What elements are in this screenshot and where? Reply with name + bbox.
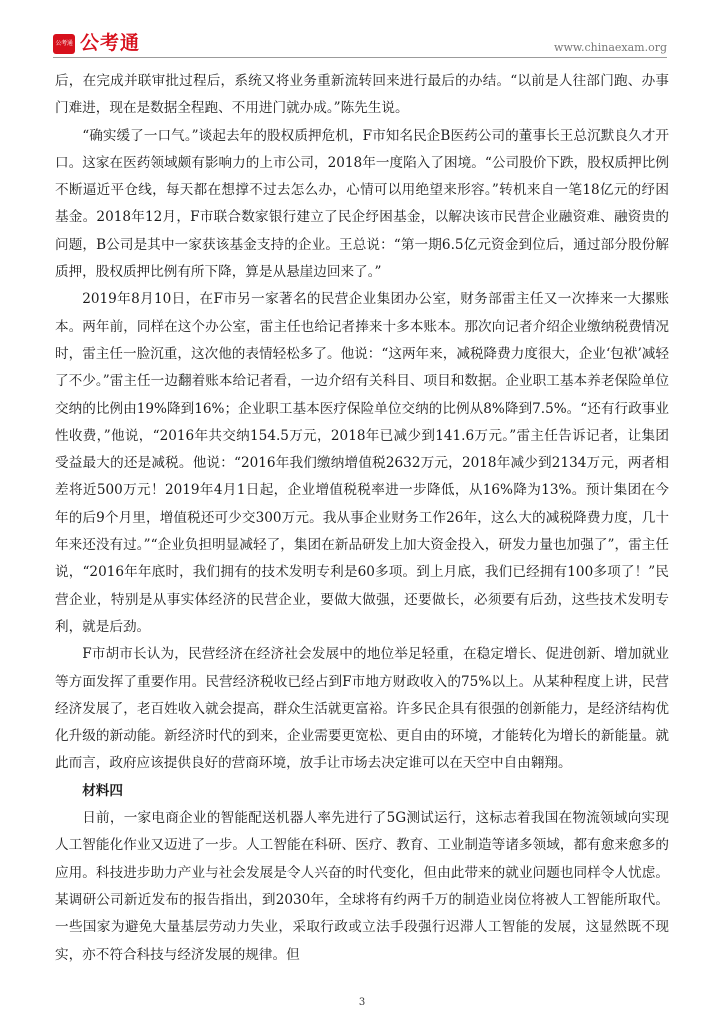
paragraph-continuation: 后，在完成并联审批过程后，系统又将业务重新流转回来进行最后的办结。“以前是人往部门跑、办事门难进，现在是数据全程跑、不用进门就办成。”陈先生说。 [55,73,669,117]
logo-text: 公考通 [80,32,141,54]
paragraph: 日前，一家电商企业的智能配送机器人率先进行了5G测试运行，这标志着我国在物流领域向实现人工智能化作业又迈进了一步。人工智能在科研、医疗、教育、工业制造等诸多领域，都有愈来愈多的应用。科技进步助力产业与社会发展是令人兴奋的时代变化，但由此带来的就业问题也同样令人忧虑。某调研公司新近发布的报告指出，到2030年，全球将有约两千万的制造业岗位将被人工智能所取代。一些国家为避免大量基层劳动力失业，采取行政或立法手段强行迟滞人工智能的发展，这显然既不现实，亦不符合科技与经济发展的规律。但 [55,810,669,963]
paragraph: “确实缓了一口气。”谈起去年的股权质押危机，F市知名民企B医药公司的董事长王总沉默良久才开口。这家在医药领域颇有影响力的上市公司，2018年一度陷入了困境。“公司股价下跌，股权质押比例不断逼近平仓线，每天都在想撑不过去怎么办，心情可以用绝望来形容。”转机来自一笔18亿元的纾困基金。2018年12月，F市联合数家银行建立了民企纾困基金，以解决该市民营企业融资难、融资贵的问题，B公司是其中一家获该基金支持的企业。王总说：“第一期6.5亿元资金到位后，通过部分股份解质押，股权质押比例有所下降，算是从悬崖边回来了。” [55,127,669,281]
site-url: www.chinaexam.org [554,41,667,54]
paragraph: F市胡市长认为，民营经济在经济社会发展中的地位举足轻重，在稳定增长、促进创新、增加就业等方面发挥了重要作用。民营经济税收已经占到F市地方财政收入的75%以上。从某种程度上讲，民营经济发展了，老百姓收入就会提高，群众生活就更富裕。许多民企具有很强的创新能力，是经济结构优化升级的新动能。新经济时代的到来，企业需要更宽松、更自由的环境，才能转化为增长的新能量。就此而言，政府应该提供良好的营商环境，放手让市场去决定谁可以在天空中自由翱翔。 [55,646,669,772]
logo-icon: 公考通 [53,34,75,54]
document-body [55,68,669,969]
paragraph: 2019年8月10日，在F市另一家著名的民营企业集团办公室，财务部雷主任又一次捧来一大摞账本。两年前，同样在这个办公室，雷主任也给记者捧来十多本账本。那次向记者介绍企业缴纳税费情况时，雷主任一脸沉重，这次他的表情轻松多了。他说：“这两年来，减税降费力度很大，企业‘包袱’减轻了不少。”雷主任一边翻着账本给记者看，一边介绍有关科目、项目和数据。企业职工基本养老保险单位交纳的比例由19%降到16%；企业职工基本医疗保险单位交纳的比例从8%降到7.5%。“还有行政事业性收费，”他说，“2016年共交纳154.5万元，2018年已减少到141.6万元。”雷主任告诉记者，让集团受益最大的还是减税。他说：“2016年我们缴纳增值税2632万元，2018年减少到2134万元，两者相差将近500万元！2019年4月1日起，企业增值税税率进一步降低，从16%降为13%。预计集团在今年的后9个月里，增值税还可少交300万元。我从事企业财务工作26年，这么大的减税降费力度，几十年来还没有过。”“企业负担明显减轻了，集团在新品研发上加大资金投入，研发力量也加强了”，雷主任说，“2016年年底时，我们拥有的技术发明专利是60多项。到上月底，我们已经拥有100多项了！”民营企业，特别是从事实体经济的民营企业，要做大做强，还要做长，必须要有后劲，这些技术发明专利，就是后劲。 [55,291,669,635]
page-number: 3 [358,997,366,1008]
page-header [0,0,724,62]
header-divider [53,57,667,58]
section-heading: 材料四 [82,782,123,799]
